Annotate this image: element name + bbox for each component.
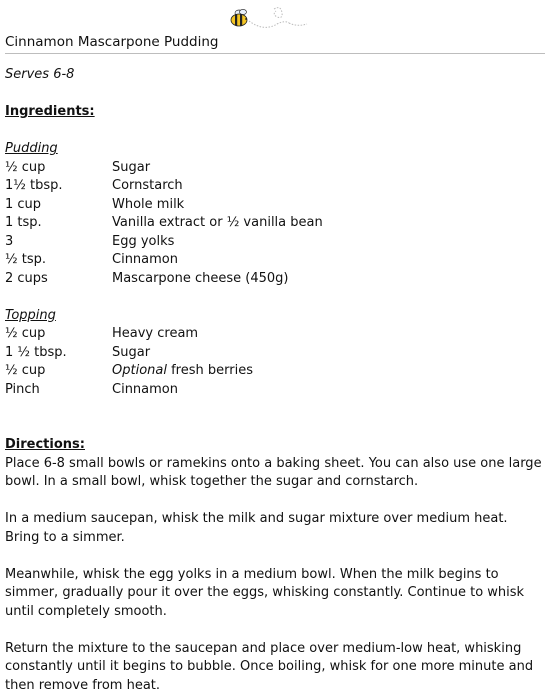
ingredient-qty: 1 cup (5, 196, 112, 215)
topping-ingredients-table (5, 325, 253, 399)
header-divider (5, 53, 545, 54)
bee-logo-icon (229, 6, 309, 32)
ingredient-item: Cinnamon (112, 381, 253, 400)
ingredient-qty: 3 (5, 233, 112, 252)
ingredient-item: Cinnamon (112, 251, 323, 270)
ingredient-row (5, 270, 323, 289)
pudding-heading: Pudding (5, 140, 545, 159)
ingredient-row (5, 177, 323, 196)
ingredient-item: Cornstarch (112, 177, 323, 196)
ingredient-qty: 1½ tbsp. (5, 177, 112, 196)
ingredient-item: Mascarpone cheese (450g) (112, 270, 323, 289)
ingredient-item: Sugar (112, 159, 323, 178)
header-title: Cinnamon Mascarpone Pudding (5, 33, 218, 52)
ingredient-row (5, 196, 323, 215)
ingredient-item (112, 362, 253, 381)
ingredient-qty: 1 tsp. (5, 214, 112, 233)
directions-heading: Directions: (5, 436, 545, 455)
ingredient-row (5, 159, 323, 178)
recipe-content (5, 66, 545, 695)
ingredient-qty: 2 cups (5, 270, 112, 289)
direction-step: In a medium saucepan, whisk the milk and sugar mixture over medium heat. Bring to a simmer. (5, 510, 545, 547)
pudding-ingredients-table (5, 159, 323, 289)
ingredient-row (5, 344, 253, 363)
ingredient-row (5, 251, 323, 270)
ingredient-qty: 1 ½ tbsp. (5, 344, 112, 363)
ingredient-row (5, 325, 253, 344)
ingredient-item-text: fresh berries (167, 363, 253, 378)
ingredient-qty: ½ cup (5, 325, 112, 344)
ingredient-item: Heavy cream (112, 325, 253, 344)
ingredient-item: Egg yolks (112, 233, 323, 252)
ingredient-row (5, 214, 323, 233)
ingredient-item: Whole milk (112, 196, 323, 215)
ingredient-item: Vanilla extract or ½ vanilla bean (112, 214, 323, 233)
ingredient-row (5, 362, 253, 381)
serves-text: Serves 6-8 (5, 66, 545, 85)
direction-step: Meanwhile, whisk the egg yolks in a medium bowl. When the milk begins to simmer, gradually pour it over the eggs, whisking constantly. Continue to whisk until completely smooth. (5, 566, 545, 622)
ingredients-heading: Ingredients: (5, 103, 545, 122)
ingredient-qty: ½ cup (5, 362, 112, 381)
direction-step: Return the mixture to the saucepan and place over medium-low heat, whisking constantly until it begins to bubble. Once boiling, whisk for one more minute and then remove from heat. (5, 640, 545, 695)
topping-heading: Topping (5, 307, 545, 326)
ingredient-qty: Pinch (5, 381, 112, 400)
ingredient-row (5, 381, 253, 400)
ingredient-qty: ½ tsp. (5, 251, 112, 270)
ingredient-row (5, 233, 323, 252)
optional-label: Optional (112, 363, 167, 378)
ingredient-item: Sugar (112, 344, 253, 363)
direction-step: Place 6-8 small bowls or ramekins onto a baking sheet. You can also use one large bowl. In a small bowl, whisk together the sugar and cornstarch. (5, 455, 545, 492)
ingredient-qty: ½ cup (5, 159, 112, 178)
